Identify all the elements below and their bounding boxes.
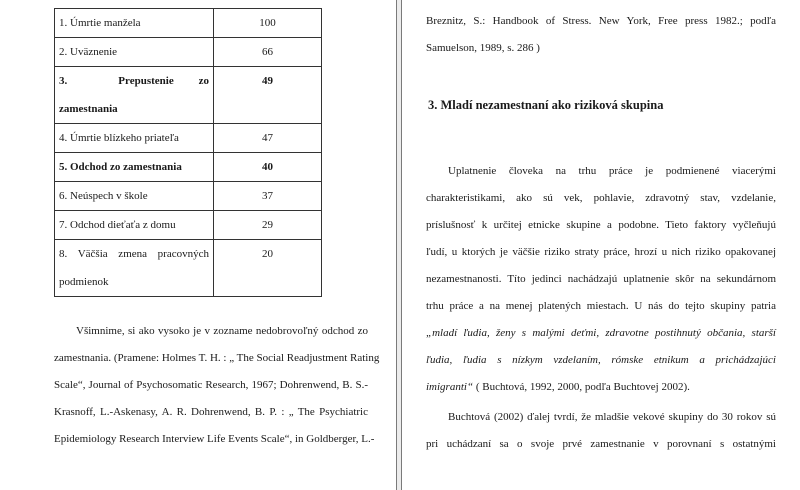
label-part: 3. [59, 75, 68, 87]
body-paragraph [426, 404, 776, 458]
label-line: 8. Väčšia zmena pracovných [59, 248, 209, 260]
text-line [426, 374, 776, 401]
text-line: charakteristikami, ako sú vek, pohlavie, zdravotný stav, vzdelanie, [426, 192, 776, 204]
table-cell-value: 47 [214, 124, 322, 153]
table-row [55, 182, 322, 211]
label-line: podmienok [59, 276, 109, 288]
table-row [55, 67, 322, 124]
table-cell-label: 4. Úmrtie blízkeho priateľa [55, 124, 214, 153]
reference-continuation [426, 8, 776, 62]
right-page [402, 0, 800, 490]
text-line: Epidemiology Research Interview Life Events Scale“, in Goldberger, L.- [54, 433, 375, 445]
text-line: Buchtová (2002) ďalej tvrdí, že mladšie vekové skupiny do 30 rokov sú [448, 411, 776, 423]
table-cell-label [55, 67, 214, 124]
label-part: zamestnania [59, 103, 118, 115]
section-heading: 3. Mladí nezamestnaní ako riziková skupina [428, 98, 664, 112]
table-cell-value: 66 [214, 38, 322, 67]
italic-segment: imigranti“ [426, 381, 474, 393]
table-row [55, 38, 322, 67]
table-cell-value: 40 [214, 153, 322, 182]
table-cell-value: 37 [214, 182, 322, 211]
text-line: ľudia, ľudia s nízkym vzdelaním, rómske etnikum a prichádzajúci [426, 354, 776, 366]
text-line: zamestnania. (Pramene: Holmes T. H. : „ The Social Readjustment Rating [54, 352, 380, 364]
table-cell-value: 20 [214, 240, 322, 297]
table-cell-value: 29 [214, 211, 322, 240]
text-segment: ( Buchtová, 1992, 2000, podľa Buchtovej 2002). [473, 381, 690, 393]
text-line: ľudí, u ktorých je väčšie riziko straty práce, hrozí u nich riziko opakovanej [426, 246, 776, 258]
text-line: pri uchádzaní sa o svoje prvé zamestnanie v porovnaní s ostatnými [426, 438, 776, 450]
table-cell-label: 5. Odchod zo zamestnania [55, 153, 214, 182]
table-cell-label [55, 240, 214, 297]
text-line: príslušnosť k určitej etnicke skupine a podobne. Tieto faktory vyčleňujú [426, 219, 776, 231]
text-line: trhu práce a na menej platených miestach. U nás do tejto skupiny patria [426, 300, 776, 312]
label-part: zo [198, 75, 209, 87]
text-line: Samuelson, 1989, s. 286 ) [426, 42, 540, 54]
text-line: Scale“, Journal of Psychosomatic Research, 1967; Dohrenwend, B. S.- [54, 379, 368, 391]
table-row [55, 211, 322, 240]
stress-events-table [54, 8, 322, 297]
text-line: „mladí ľudia, ženy s malými deťmi, zdravotne postihnutý občania, starší [426, 327, 776, 339]
table-row [55, 240, 322, 297]
left-body-paragraph [54, 318, 380, 453]
left-page [0, 0, 396, 490]
table-cell-value: 100 [214, 9, 322, 38]
table-cell-value: 49 [214, 67, 322, 124]
table-row [55, 124, 322, 153]
table-cell-label: 1. Úmrtie manžela [55, 9, 214, 38]
text-line: Breznitz, S.: Handbook of Stress. New York, Free press 1982.; podľa [426, 15, 776, 27]
table-row [55, 153, 322, 182]
table-cell-label: 7. Odchod dieťaťa z domu [55, 211, 214, 240]
label-part: Prepustenie [118, 75, 174, 87]
text-line: Všimnime, si ako vysoko je v zozname nedobrovoľný odchod zo [76, 325, 368, 337]
table-cell-label: 6. Neúspech v škole [55, 182, 214, 211]
table-row [55, 9, 322, 38]
text-line: Uplatnenie človeka na trhu práce je podmienené viacerými [448, 165, 776, 177]
body-paragraph [426, 158, 776, 401]
table-cell-label: 2. Uväznenie [55, 38, 214, 67]
text-line: nezamestnanosti. Títo jedinci nachádzajú uplatnenie skôr na sekundárnom [426, 273, 776, 285]
text-line: Krasnoff, L.-Askenasy, A. R. Dohrenwend, B. P. : „ The Psychiatric [54, 406, 368, 418]
